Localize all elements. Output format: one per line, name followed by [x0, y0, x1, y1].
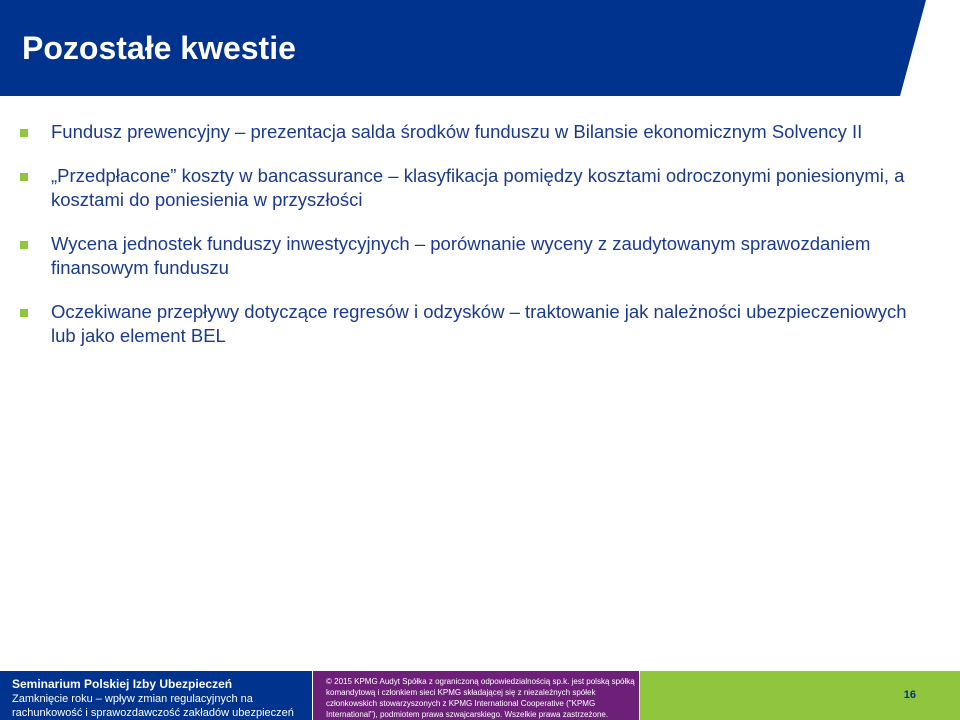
square-bullet-icon	[20, 173, 28, 181]
footer-copyright-text: © 2015 KPMG Audyt Spółka z ograniczoną odpowiedzialnością sp.k. jest polską spółką komandytową i członkiem sieci KPMG składającej się z niezależnych spółek członkowskich stowarzyszonych z KPMG International Cooperative ("KPMG International"), podmiotem prawa szwajcarskiego. Wszelkie prawa zastrzeżone.	[326, 677, 635, 719]
square-bullet-icon	[20, 309, 28, 317]
bullet-item	[20, 120, 920, 144]
footer-page-block	[640, 671, 960, 720]
footer	[0, 671, 960, 720]
bullet-text: „Przedpłacone” koszty w bancassurance – klasyfikacja pomiędzy kosztami odroczonymi poniesionymi, a kosztami do poniesienia w przyszłości	[51, 165, 905, 210]
page-number: 16	[903, 689, 916, 701]
bullet-item	[20, 232, 920, 280]
bullet-list	[20, 120, 920, 368]
footer-event-block	[0, 671, 312, 720]
bullet-text: Oczekiwane przepływy dotyczące regresów i odzysków – traktowanie jak należności ubezpieczeniowych lub jako element BEL	[51, 301, 907, 346]
slide-title: Pozostałe kwestie	[22, 30, 296, 66]
bullet-text: Wycena jednostek funduszy inwestycyjnych – porównanie wyceny z zaudytowanym sprawozdaniem finansowym funduszu	[51, 233, 871, 278]
bullet-item	[20, 300, 920, 348]
bullet-item	[20, 164, 920, 212]
square-bullet-icon	[20, 129, 28, 137]
bullet-text: Fundusz prewencyjny – prezentacja salda środków funduszu w Bilansie ekonomicznym Solvency II	[51, 121, 863, 142]
footer-event-title: Seminarium Polskiej Izby Ubezpieczeń	[12, 677, 233, 691]
square-bullet-icon	[20, 241, 28, 249]
footer-event-subtitle: Zamknięcie roku – wpływ zmian regulacyjnych na rachunkowość i sprawozdawczość zakładów ubezpieczeń	[12, 693, 294, 719]
footer-copyright-block	[313, 671, 639, 720]
